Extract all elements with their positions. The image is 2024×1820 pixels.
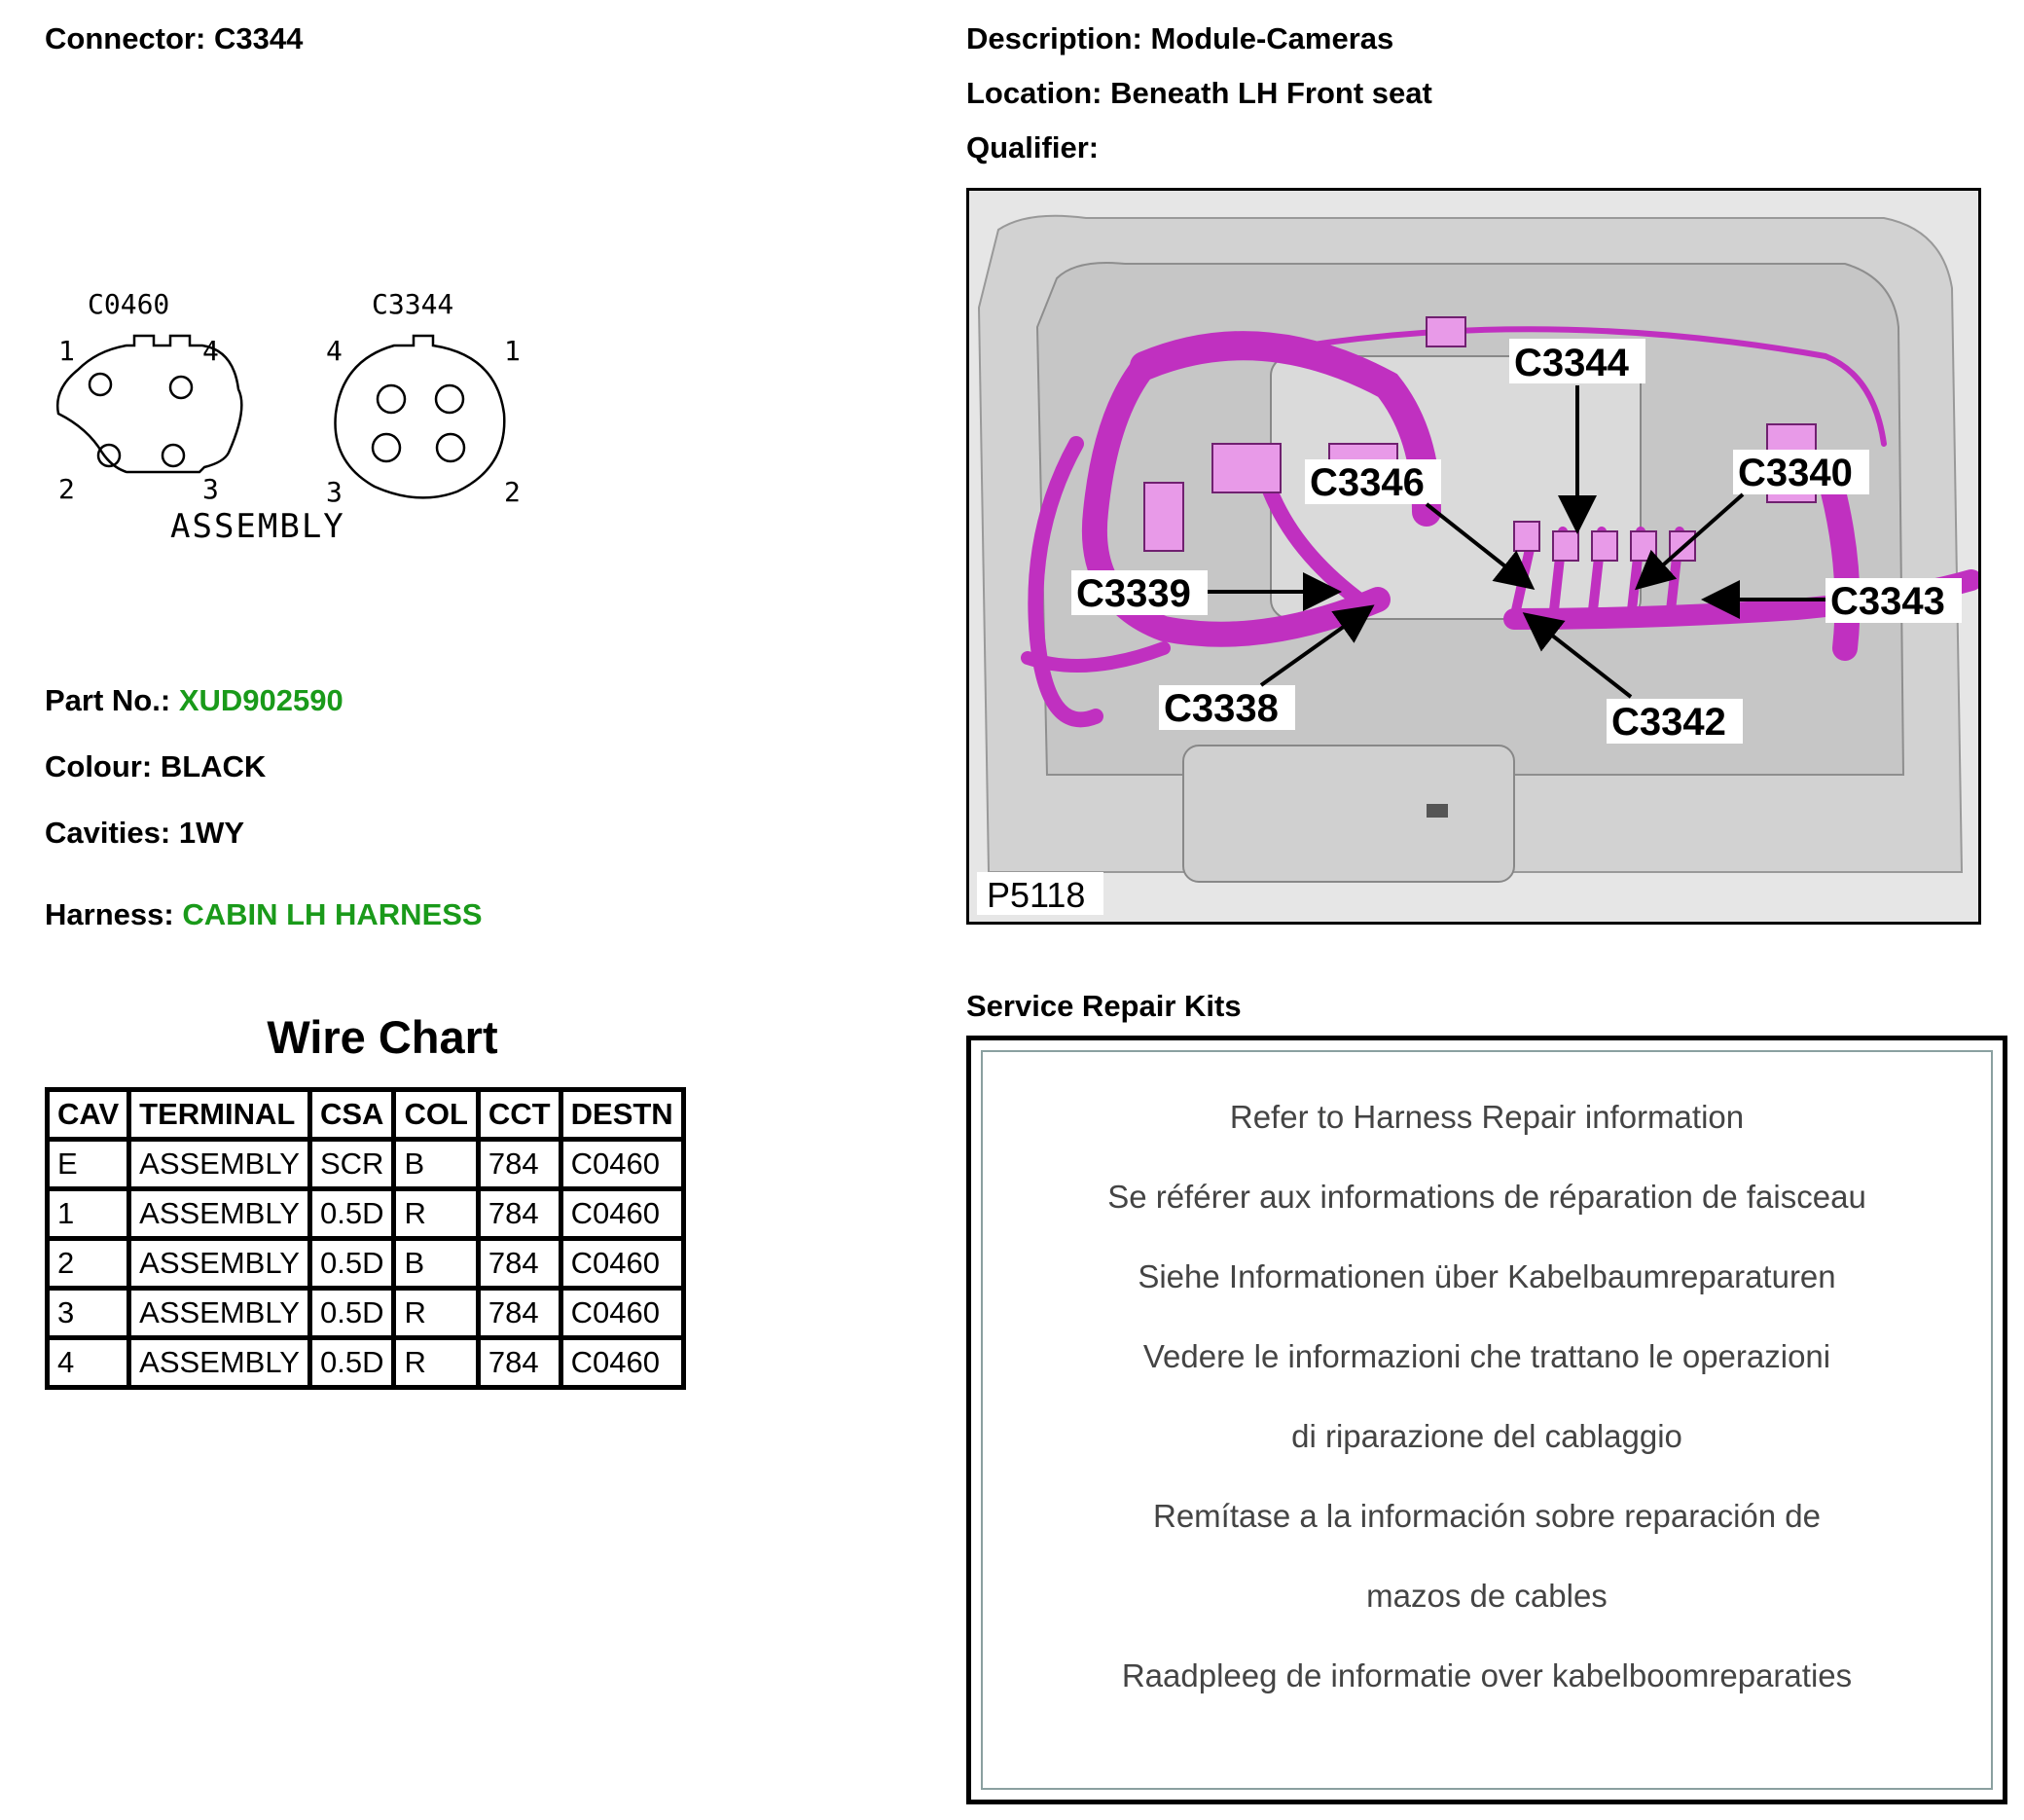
cell-cav: 2	[48, 1239, 129, 1289]
kit-line-nl: Raadpleeg de informatie over kabelboomreparaties	[1121, 1657, 1853, 1693]
cell-col: B	[394, 1239, 478, 1289]
callout-c3338: C3338	[1164, 687, 1279, 730]
callout-c3340: C3340	[1738, 452, 1853, 494]
cell-terminal: ASSEMBLY	[129, 1239, 310, 1289]
cell-cct: 784	[478, 1189, 560, 1239]
cell-terminal: ASSEMBLY	[129, 1289, 310, 1338]
table-row	[48, 1239, 684, 1289]
col-destn: DESTN	[560, 1090, 683, 1140]
location-value: Beneath LH Front seat	[1110, 76, 1432, 110]
cell-csa: 0.5D	[309, 1289, 393, 1338]
col-csa: CSA	[309, 1090, 393, 1140]
cell-destn: C0460	[560, 1239, 683, 1289]
cell-terminal: ASSEMBLY	[129, 1338, 310, 1388]
right-connector-outline	[336, 336, 505, 497]
cell-destn: C0460	[560, 1140, 683, 1189]
callout-c3344: C3344	[1514, 342, 1629, 384]
cavities-value: 1WY	[178, 816, 245, 850]
cavities-row	[45, 816, 244, 851]
right-connector-label: C3344	[372, 288, 454, 320]
housing-slot	[1427, 804, 1448, 818]
cell-cav: 3	[48, 1289, 129, 1338]
cell-cct: 784	[478, 1338, 560, 1388]
connector-label: Connector:	[45, 21, 206, 55]
kit-line-en: Refer to Harness Repair information	[1229, 1099, 1745, 1135]
cell-csa: SCR	[309, 1140, 393, 1189]
table-row	[48, 1289, 684, 1338]
colour-row	[45, 749, 266, 784]
service-kits-box	[966, 1036, 2007, 1804]
cell-cct: 784	[478, 1289, 560, 1338]
harness-label: Harness:	[45, 897, 174, 931]
location-heading	[966, 76, 1432, 111]
front-housing	[1183, 746, 1514, 882]
kit-line-de: Siehe Informationen über Kabelbaumreparaturen	[1138, 1258, 1836, 1294]
cell-cct: 784	[478, 1239, 560, 1289]
location-label: Location:	[966, 76, 1102, 110]
kit-line-it-1: Vedere le informazioni che trattano le operazioni	[1142, 1338, 1831, 1374]
kit-line-fr: Se référer aux informations de réparation de faisceau	[1107, 1179, 1866, 1215]
right-pin-1	[436, 385, 463, 413]
callout-c3339: C3339	[1076, 572, 1191, 615]
colour-label: Colour:	[45, 749, 153, 783]
left-pin-label-3: 3	[202, 473, 219, 505]
photo-ref-label: P5118	[987, 875, 1086, 915]
left-pin-label-4: 4	[202, 335, 219, 367]
col-col: COL	[394, 1090, 478, 1140]
cell-destn: C0460	[560, 1189, 683, 1239]
service-kits-inner	[981, 1050, 1993, 1790]
cell-col: R	[394, 1338, 478, 1388]
cell-cct: 784	[478, 1140, 560, 1189]
service-kits-title: Service Repair Kits	[966, 989, 1242, 1023]
connector-value: C3344	[213, 21, 304, 55]
callout-c3343: C3343	[1830, 580, 1945, 623]
kit-line-es-1: Remítase a la información sobre reparación de	[1152, 1498, 1822, 1534]
right-pin-2	[437, 434, 464, 461]
cell-destn: C0460	[560, 1289, 683, 1338]
right-pin-label-1: 1	[504, 335, 521, 367]
part-no-row	[45, 683, 343, 718]
location-photo	[966, 188, 1981, 925]
right-pin-label-3: 3	[326, 476, 343, 508]
cell-col: B	[394, 1140, 478, 1189]
col-terminal: TERMINAL	[129, 1090, 310, 1140]
cell-terminal: ASSEMBLY	[129, 1140, 310, 1189]
col-cav: CAV	[48, 1090, 129, 1140]
wire-chart-title: Wire Chart	[267, 1011, 498, 1063]
right-pin-3	[373, 434, 400, 461]
cavities-label: Cavities:	[45, 816, 171, 850]
right-pin-4	[378, 385, 405, 413]
qualifier-heading	[966, 130, 1099, 165]
right-pin-label-4: 4	[326, 335, 343, 367]
left-pin-1	[90, 374, 111, 395]
cell-terminal: ASSEMBLY	[129, 1189, 310, 1239]
qualifier-label: Qualifier:	[966, 130, 1100, 164]
left-pin-3	[163, 445, 184, 466]
table-header-row	[48, 1090, 684, 1140]
harness-row	[45, 897, 483, 932]
left-pin-label-2: 2	[58, 473, 75, 505]
callout-c3346: C3346	[1310, 461, 1425, 504]
kit-line-es-2: mazos de cables	[1366, 1578, 1608, 1614]
description-heading	[966, 21, 1393, 56]
description-value: Module-Cameras	[1150, 21, 1394, 55]
description-label: Description:	[966, 21, 1142, 55]
col-cct: CCT	[478, 1090, 560, 1140]
callout-c3342: C3342	[1611, 701, 1726, 744]
table-row	[48, 1189, 684, 1239]
part-no-label: Part No.:	[45, 683, 171, 717]
connector-heading	[45, 21, 303, 56]
cell-col: R	[394, 1289, 478, 1338]
right-pin-label-2: 2	[504, 476, 521, 508]
left-connector-label: C0460	[88, 288, 170, 320]
wire-chart-table	[45, 1087, 686, 1390]
part-no-link[interactable]: XUD902590	[178, 683, 343, 717]
connector-face-diagram	[39, 282, 545, 564]
cell-csa: 0.5D	[309, 1189, 393, 1239]
left-pin-4	[170, 377, 192, 398]
table-row	[48, 1140, 684, 1189]
colour-value: BLACK	[160, 749, 267, 783]
diagram-caption: ASSEMBLY	[170, 507, 345, 546]
table-row	[48, 1338, 684, 1388]
cell-csa: 0.5D	[309, 1239, 393, 1289]
cell-col: R	[394, 1189, 478, 1239]
left-pin-label-1: 1	[58, 335, 75, 367]
cell-cav: 4	[48, 1338, 129, 1388]
cell-cav: E	[48, 1140, 129, 1189]
cell-cav: 1	[48, 1189, 129, 1239]
harness-link[interactable]: CABIN LH HARNESS	[182, 897, 483, 931]
kit-line-it-2: di riparazione del cablaggio	[1291, 1418, 1682, 1454]
cell-destn: C0460	[560, 1338, 683, 1388]
left-pin-2	[98, 445, 120, 466]
cell-csa: 0.5D	[309, 1338, 393, 1388]
